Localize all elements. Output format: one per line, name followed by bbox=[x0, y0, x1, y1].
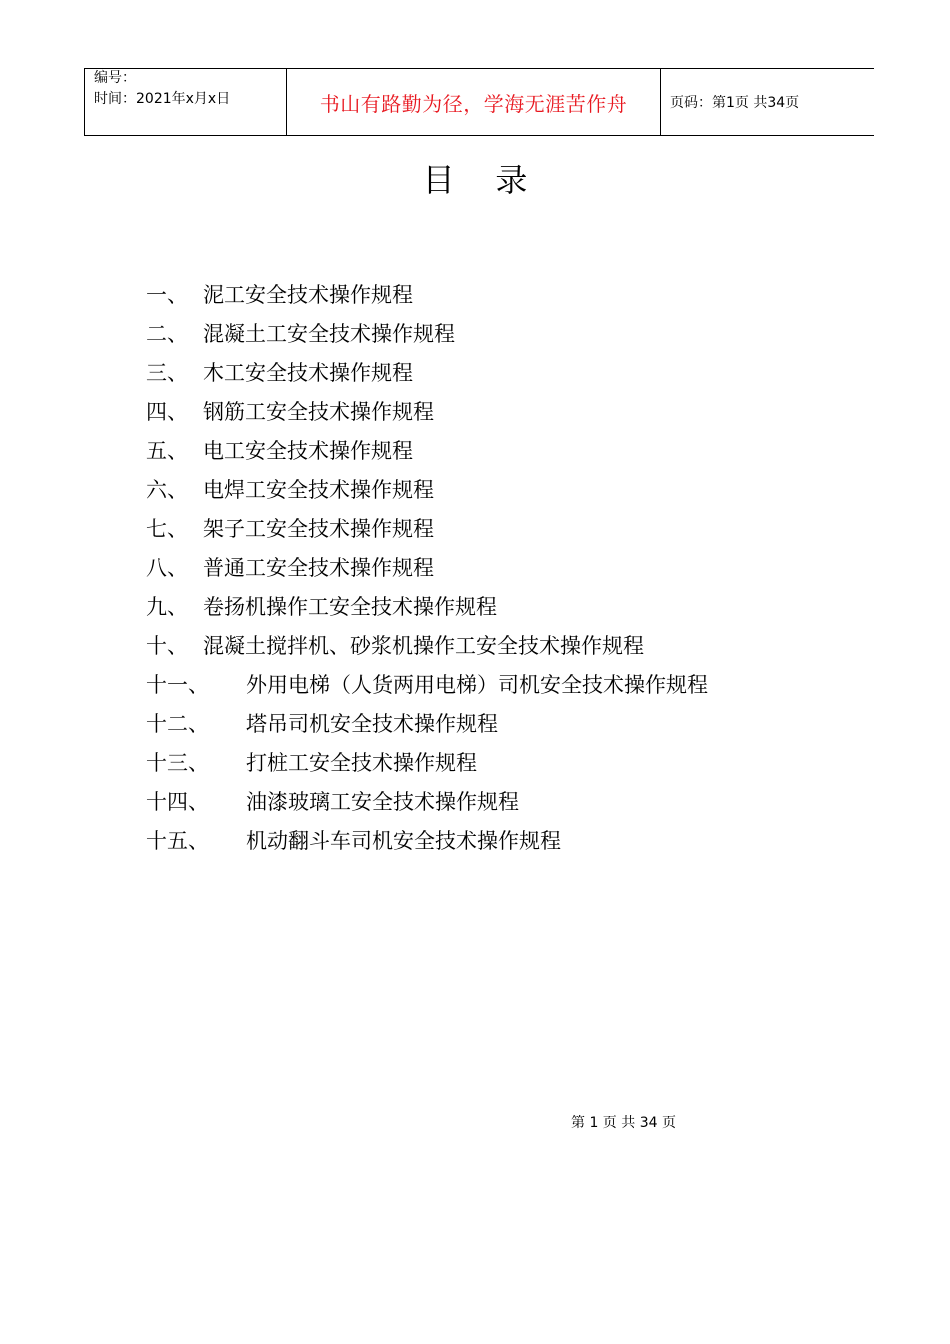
page-footer bbox=[571, 1113, 676, 1133]
toc-item-title: 电焊工安全技术操作规程 bbox=[203, 478, 434, 502]
toc-item-number: 三、 bbox=[146, 361, 188, 385]
header-page-info: 页码：第1页 共34页 bbox=[670, 95, 800, 111]
toc-item-number: 八、 bbox=[146, 556, 188, 580]
toc-item-number: 四、 bbox=[146, 400, 188, 424]
code-label: 编号： bbox=[94, 70, 136, 86]
header-meta-cell bbox=[85, 69, 287, 135]
header-motto-cell bbox=[287, 69, 661, 135]
toc-item-number: 五、 bbox=[146, 439, 188, 463]
toc-item-number: 十四、 bbox=[146, 790, 209, 814]
date-label: 时间：2021年x月x日 bbox=[94, 91, 231, 107]
toc-item-title: 混凝土搅拌机、砂浆机操作工安全技术操作规程 bbox=[203, 634, 644, 658]
toc-item-number: 一、 bbox=[146, 283, 188, 307]
page-title bbox=[0, 158, 950, 202]
toc-item-number: 二、 bbox=[146, 322, 188, 346]
toc-item-number: 十一、 bbox=[146, 673, 209, 697]
toc-item-title: 塔吊司机安全技术操作规程 bbox=[246, 712, 498, 736]
page-title-text: 目 录 bbox=[422, 161, 528, 199]
toc-item-title: 打桩工安全技术操作规程 bbox=[246, 751, 477, 775]
toc-item-title: 架子工安全技术操作规程 bbox=[203, 517, 434, 541]
toc-item-title: 混凝土工安全技术操作规程 bbox=[203, 322, 455, 346]
motto-text: 书山有路勤为径，学海无涯苦作舟 bbox=[319, 91, 628, 116]
footer-page-number: 第 1 页 共 34 页 bbox=[571, 1115, 676, 1131]
toc-item-number: 十、 bbox=[146, 634, 188, 658]
toc-item-title: 外用电梯（人货两用电梯）司机安全技术操作规程 bbox=[246, 673, 708, 697]
toc-item-title: 木工安全技术操作规程 bbox=[203, 361, 413, 385]
toc-item-title: 机动翻斗车司机安全技术操作规程 bbox=[246, 829, 561, 853]
toc-item-number: 九、 bbox=[146, 595, 188, 619]
toc-item-title: 钢筋工安全技术操作规程 bbox=[203, 400, 434, 424]
document-header bbox=[84, 68, 874, 136]
toc-item-number: 七、 bbox=[146, 517, 188, 541]
toc-item-number: 十五、 bbox=[146, 829, 209, 853]
toc-item-title: 油漆玻璃工安全技术操作规程 bbox=[246, 790, 519, 814]
toc-item-title: 卷扬机操作工安全技术操作规程 bbox=[203, 595, 497, 619]
toc-item-number: 十三、 bbox=[146, 751, 209, 775]
toc-item-title: 电工安全技术操作规程 bbox=[203, 439, 413, 463]
toc-item-number: 六、 bbox=[146, 478, 188, 502]
toc-item-title: 普通工安全技术操作规程 bbox=[203, 556, 434, 580]
toc-item-title: 泥工安全技术操作规程 bbox=[203, 283, 413, 307]
header-page-cell bbox=[661, 69, 874, 135]
toc-item-number: 十二、 bbox=[146, 712, 209, 736]
